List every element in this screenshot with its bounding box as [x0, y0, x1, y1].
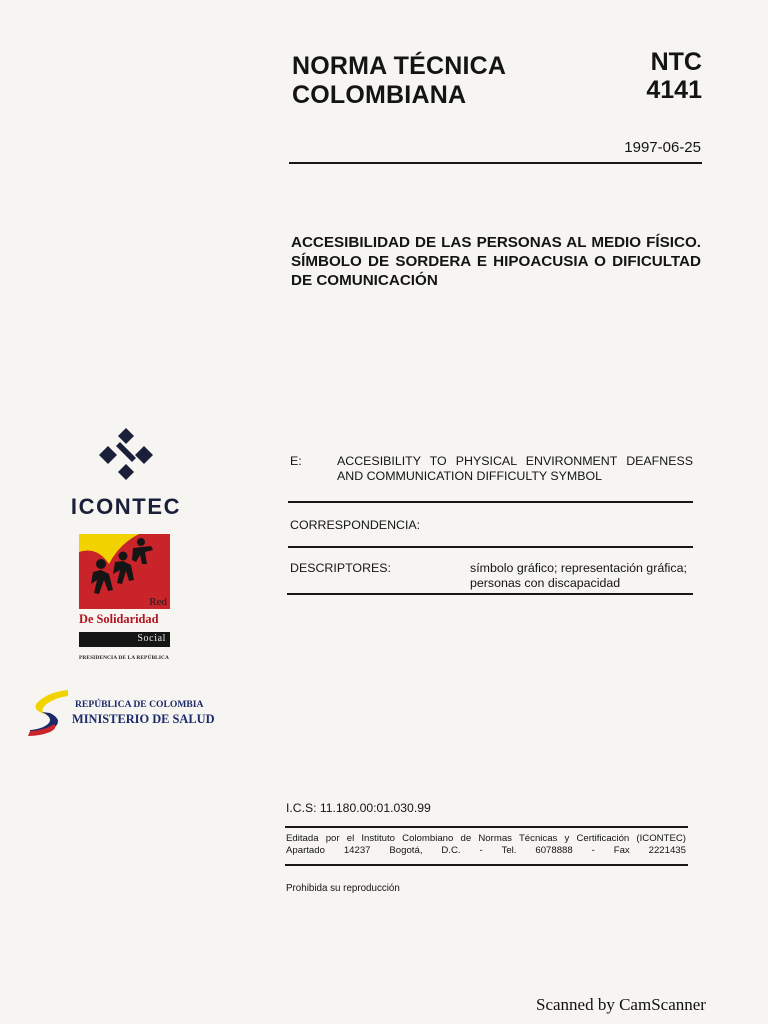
- issue-date: 1997-06-25: [624, 139, 701, 156]
- social-word: Social: [137, 633, 166, 644]
- divider: [287, 593, 693, 595]
- english-title: ACCESIBILITY TO PHYSICAL ENVIRONMENT DEAFNESS AND COMMUNICATION DIFFICULTY SYMBOL: [337, 454, 693, 483]
- standard-code: [600, 48, 702, 104]
- descriptores-value: símbolo gráfico; representación gráfica; personas con discapacidad: [470, 561, 687, 590]
- ics-code: I.C.S: 11.180.00:01.030.99: [286, 801, 431, 815]
- editor-part: 6078888: [535, 845, 573, 856]
- editor-part: Bogotá,: [389, 845, 423, 856]
- divider: [288, 501, 693, 503]
- editor-line-1: Editada por el Instituto Colombiano de Normas Técnicas y Certificación (ICONTEC): [286, 833, 686, 844]
- editor-part: D.C.: [441, 845, 461, 856]
- code-number: 4141: [646, 76, 702, 104]
- icontec-wordmark: ICONTEC: [70, 494, 182, 519]
- editor-part: 2221435: [648, 845, 686, 856]
- editor-part: Apartado: [286, 845, 325, 856]
- icontec-logo-icon: [84, 428, 168, 480]
- correspondencia-label: CORRESPONDENCIA:: [290, 518, 421, 532]
- english-title-prefix: E:: [290, 454, 302, 468]
- header-divider: [289, 162, 702, 164]
- republica-caption: REPÚBLICA DE COLOMBIA: [75, 699, 204, 710]
- ministerio-salud-logo-icon: [28, 688, 70, 736]
- document-title: ACCESIBILIDAD DE LAS PERSONAS AL MEDIO FÍSICO. SÍMBOLO DE SORDERA E HIPOACUSIA O DIFICULTAD DE COMUNICACIÓN: [291, 234, 701, 289]
- scanner-watermark: Scanned by CamScanner: [536, 995, 706, 1014]
- ministerio-caption: MINISTERIO DE SALUD: [72, 712, 215, 726]
- editor-part: 14237: [343, 845, 371, 856]
- descriptores-label: DESCRIPTORES:: [290, 561, 391, 575]
- editor-part: Tel.: [501, 845, 517, 856]
- divider: [285, 864, 688, 866]
- series-line-1: NORMA TÉCNICA: [292, 52, 507, 80]
- editor-line-2: [286, 845, 686, 857]
- editor-part: -: [479, 845, 483, 856]
- solidaridad-word: De Solidaridad: [79, 612, 159, 626]
- editor-part: Fax: [613, 845, 630, 856]
- code-prefix: NTC: [650, 48, 702, 76]
- red-word: Red: [149, 596, 167, 608]
- editor-part: -: [591, 845, 595, 856]
- divider: [288, 546, 693, 548]
- standard-series-title: [292, 52, 506, 110]
- series-line-2: COLOMBIANA: [292, 81, 467, 109]
- prohibida-notice: Prohibida su reproducción: [286, 883, 400, 894]
- presidencia-caption: PRESIDENCIA DE LA REPÚBLICA: [79, 655, 170, 661]
- divider: [285, 826, 688, 828]
